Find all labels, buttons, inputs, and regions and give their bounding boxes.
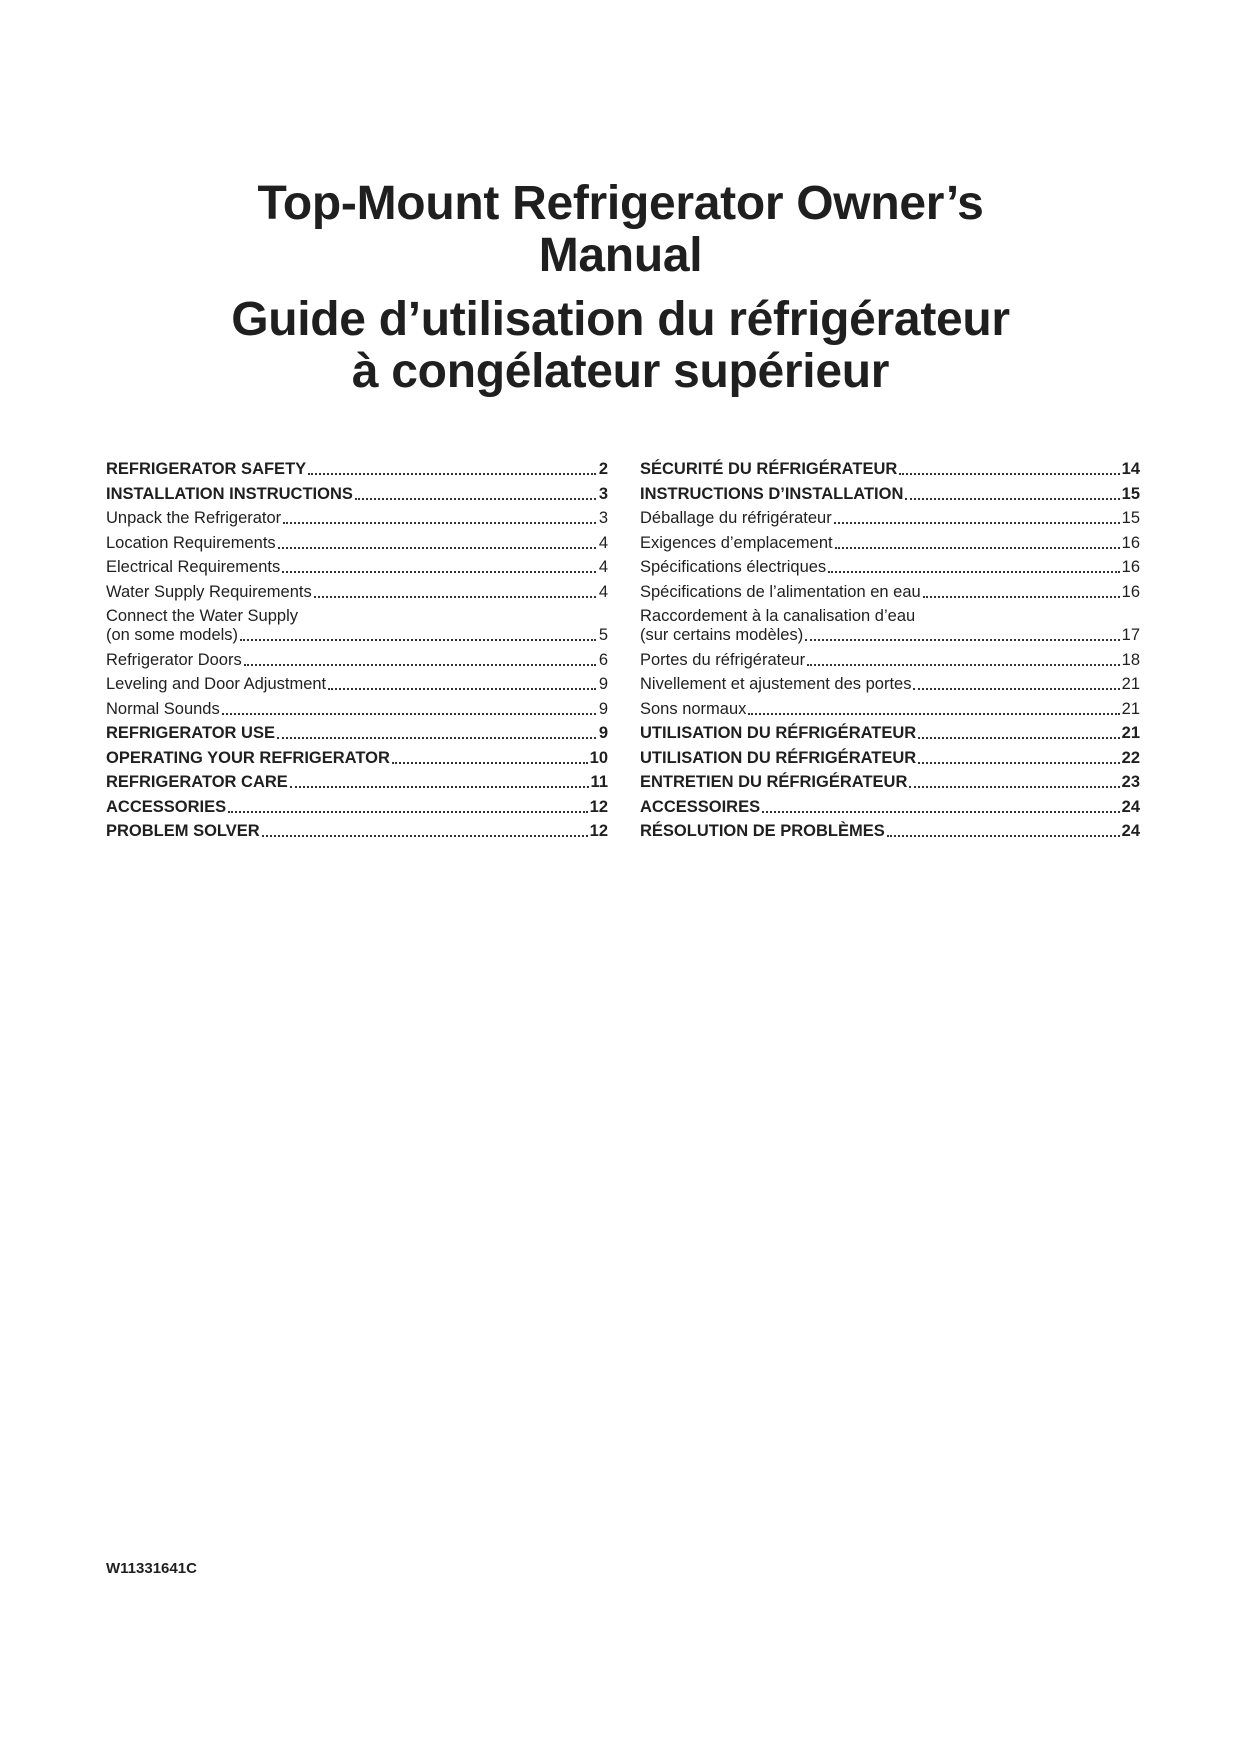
toc-entry-page: 21 [1121,675,1140,693]
toc-leader-dots [762,810,1120,813]
title-english-line-2: Manual [538,229,703,282]
toc-entry-label: Electrical Requirements [106,558,281,576]
toc-entry-label: Spécifications de l’alimentation en eau [640,582,921,601]
toc-entry[interactable] [640,700,1140,719]
toc-entry-page: 15 [1121,484,1140,503]
toc-leader-dots [283,521,596,524]
toc-entry-label: REFRIGERATOR CARE [106,773,288,791]
toc-leader-dots [314,595,596,598]
toc-leader-dots [748,712,1119,715]
toc-entry-label: Water Supply Requirements [106,582,312,601]
toc-entry-page: 12 [589,822,608,840]
title-english [211,178,1031,282]
toc-leader-dots [355,497,596,500]
toc-leader-dots [887,834,1120,837]
toc-entry[interactable] [640,651,1140,670]
toc-entry-page: 17 [1121,626,1140,644]
toc-entry[interactable] [106,558,608,577]
toc-entry-label: (sur certains modèles) [640,626,804,644]
toc-entry[interactable] [106,534,608,553]
toc-entry-label: SÉCURITÉ DU RÉFRIGÉRATEUR [640,460,898,478]
toc-entry-page: 22 [1121,748,1140,767]
title-french-line-2: à congélateur supérieur [351,345,890,398]
toc-entry-label: Location Requirements [106,533,276,552]
toc-entry-page: 15 [1121,509,1140,527]
toc-entry-label: Normal Sounds [106,699,220,718]
toc-entry-page: 9 [598,699,608,718]
toc-entry-page: 16 [1121,582,1140,601]
toc-entry[interactable] [106,749,608,768]
toc-leader-dots [278,546,596,549]
toc-leader-dots [828,570,1119,573]
toc-entry-page: 23 [1121,773,1140,791]
toc-entry[interactable] [640,460,1140,479]
toc-entry[interactable] [640,749,1140,768]
table-of-contents-english [106,460,608,847]
toc-entry[interactable] [106,675,608,694]
toc-leader-dots [835,546,1120,549]
toc-entry-page: 21 [1121,699,1140,718]
toc-entry-label: Nivellement et ajustement des portes [640,675,912,693]
toc-entry-page: 6 [598,650,608,669]
toc-entry-label: PROBLEM SOLVER [106,822,260,840]
toc-entry[interactable] [106,626,608,645]
title-french [211,294,1031,398]
toc-leader-dots [805,638,1119,641]
toc-entry-label: (on some models) [106,626,239,644]
toc-entry[interactable] [640,773,1140,792]
toc-entry[interactable] [106,485,608,504]
toc-entry-page: 16 [1121,558,1140,576]
toc-entry-label: Portes du réfrigérateur [640,650,806,669]
table-of-contents-french [640,460,1140,847]
toc-entry[interactable] [640,534,1140,553]
toc-entry-page: 4 [598,558,608,576]
toc-entry-page: 14 [1121,460,1140,478]
toc-entry[interactable] [640,626,1140,645]
document-code: W11331641C [106,1560,197,1577]
toc-entry-multiline[interactable] [640,607,1140,645]
toc-entry-page: 5 [598,626,608,644]
toc-entry-multiline[interactable] [106,607,608,645]
title-english-line-1: Top-Mount Refrigerator Owner’s [257,177,984,230]
toc-entry-label: REFRIGERATOR USE [106,724,275,742]
toc-leader-dots [834,521,1120,524]
toc-leader-dots [905,497,1119,500]
toc-entry-page: 2 [598,460,608,478]
toc-entry-label: INSTALLATION INSTRUCTIONS [106,484,353,503]
toc-entry-label: OPERATING YOUR REFRIGERATOR [106,748,390,767]
toc-entry-page: 3 [598,509,608,527]
title-block [0,178,1241,398]
toc-entry-label-line-1: Connect the Water Supply [106,607,298,625]
toc-entry-page: 4 [598,533,608,552]
toc-entry-page: 10 [589,748,608,767]
toc-entry-label: Sons normaux [640,699,747,718]
toc-entry-label: Exigences d’emplacement [640,533,833,552]
title-french-line-1: Guide d’utilisation du réfrigérateur [231,293,1010,346]
toc-entry[interactable] [106,509,608,528]
toc-leader-dots [240,638,596,641]
toc-entry[interactable] [640,485,1140,504]
toc-entry[interactable] [640,724,1140,743]
toc-entry-label: UTILISATION DU RÉFRIGÉRATEUR [640,724,917,742]
toc-leader-dots [277,736,596,739]
toc-entry[interactable] [106,724,608,743]
toc-entry[interactable] [640,798,1140,817]
toc-entry-page: 12 [589,797,608,816]
toc-leader-dots [282,570,596,573]
toc-entry-page: 9 [598,675,608,693]
toc-leader-dots [923,595,1120,598]
toc-entry-label: ACCESSORIES [106,797,227,816]
toc-leader-dots [392,761,588,764]
toc-entry-page: 11 [590,773,608,791]
toc-entry[interactable] [106,583,608,602]
toc-leader-dots [899,472,1119,475]
toc-entry-label: ACCESSOIRES [640,797,761,816]
toc-leader-dots [918,761,1119,764]
toc-entry-page: 9 [598,724,608,742]
toc-entry-page: 24 [1121,797,1140,816]
toc-entry-label: UTILISATION DU RÉFRIGÉRATEUR [640,748,917,767]
toc-leader-dots [807,663,1120,666]
toc-entry[interactable] [106,798,608,817]
toc-entry-label: Refrigerator Doors [106,650,242,669]
toc-leader-dots [244,663,596,666]
toc-leader-dots [308,472,596,475]
toc-entry-label: REFRIGERATOR SAFETY [106,460,307,478]
toc-entry-page: 21 [1121,724,1140,742]
toc-leader-dots [228,810,588,813]
toc-leader-dots [222,712,596,715]
toc-entry-page: 18 [1121,650,1140,669]
toc-leader-dots [909,785,1119,788]
toc-entry[interactable] [106,460,608,479]
toc-entry[interactable] [640,675,1140,694]
toc-entry[interactable] [106,651,608,670]
toc-entry-page: 16 [1121,533,1140,552]
toc-entry-page: 4 [598,582,608,601]
toc-entry[interactable] [106,700,608,719]
toc-entry[interactable] [640,583,1140,602]
toc-entry-label: Leveling and Door Adjustment [106,675,327,693]
toc-leader-dots [290,785,589,788]
toc-entry-label: Unpack the Refrigerator [106,509,282,527]
toc-entry-label: Déballage du réfrigérateur [640,509,832,527]
toc-leader-dots [918,736,1119,739]
toc-entry[interactable] [640,822,1140,841]
toc-entry[interactable] [106,773,608,792]
toc-entry-page: 24 [1121,822,1140,840]
toc-entry-label-line-1: Raccordement à la canalisation d’eau [640,607,916,625]
toc-leader-dots [913,687,1119,690]
toc-entry-page: 3 [598,484,608,503]
toc-entry-label: Spécifications électriques [640,558,827,576]
toc-entry-label: INSTRUCTIONS D’INSTALLATION [640,484,904,503]
toc-entry[interactable] [640,509,1140,528]
toc-entry[interactable] [640,558,1140,577]
toc-entry-label: ENTRETIEN DU RÉFRIGÉRATEUR [640,773,908,791]
toc-entry[interactable] [106,822,608,841]
toc-entry-label: RÉSOLUTION DE PROBLÈMES [640,822,885,840]
toc-leader-dots [328,687,596,690]
toc-leader-dots [262,834,588,837]
